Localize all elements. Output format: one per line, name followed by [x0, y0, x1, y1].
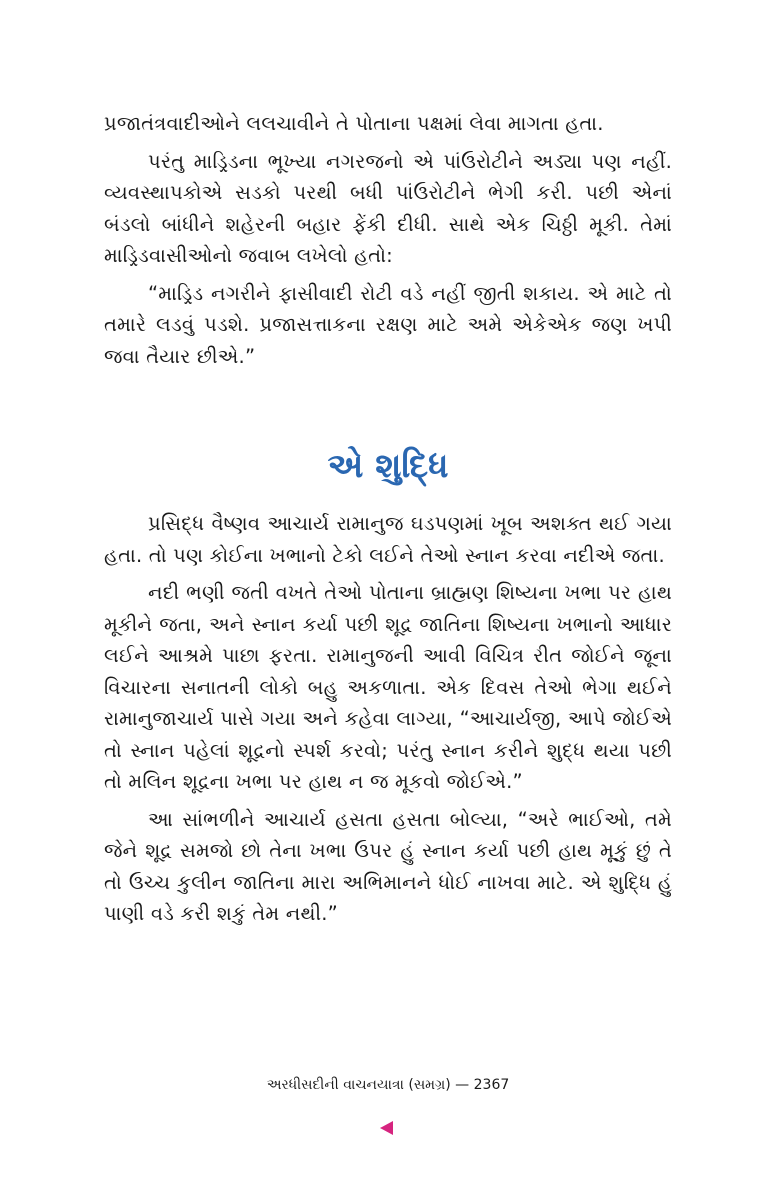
quoted-reply-paragraph: “માડ્રિડ નગરીને ફાસીવાદી રોટી વડે નહીં જીતી શકાય. એ માટે તો તમારે લડવું પડશે. પ્રજાસત્તાકના રક્ષણ માટે અમે એકેએક જણ ખપી જવા તૈયાર છીએ.” — [104, 281, 672, 368]
previous-story-text — [104, 108, 672, 372]
article-body — [104, 508, 672, 930]
paragraph: આ સાંભળીને આચાર્ય હસતા હસતા બોલ્યા, “અરે ભાઈઓ, તમે જેને શૂદ્ર સમજો છો તેના ખભા ઉપર હું સ્નાન કર્યા પછી હાથ મૂકું છું તે તો ઉચ્ચ કુલીન જાતિના મારા અભિમાનને ધોઈ નાખવા માટે. એ શુદ્ધિ હું પાણી વડે કરી શકું તેમ નથી.” — [104, 807, 672, 925]
page-footer: અરધીસદીની વાચનયાત્રા (સમગ્ર) — 2367 — [266, 1077, 510, 1093]
paragraph: પ્રજાતંત્રવાદીઓને લલચાવીને તે પોતાના પક્ષમાં લેવા માગતા હતા. — [104, 112, 604, 135]
article-title: એ શુદ્ધિ — [327, 446, 449, 486]
paragraph: નદી ભણી જતી વખતે તેઓ પોતાના બ્રાહ્મણ શિષ્યના ખભા પર હાથ મૂકીને જતા, અને સ્નાન કર્યા પછી શૂદ્ર જાતિના શિષ્યના ખભાનો આધાર લઈને આશ્રમે પાછા ફરતા. રામાનુજની આવી વિચિત્ર રીત જોઈને જૂના વિચારના સનાતની લોકો બહુ અકળાતા. એક દિવસ તેઓ ભેગા થઈને રામાનુજાચાર્ય પાસે ગયા અને કહેવા લાગ્યા, “આચાર્યજી, આપે જોઈએ તો સ્નાન પહેલાં શૂદ્રનો સ્પર્શ કરવો; પરંતુ સ્નાન કરીને શુદ્ધ થયા પછી તો મલિન શૂદ્રના ખભા પર હાથ ન જ મૂકવો જોઈએ.” — [104, 581, 672, 793]
paragraph: પ્રસિદ્ધ વૈષ્ણવ આચાર્ય રામાનુજ ઘડપણમાં ખૂબ અશક્ત થઈ ગયા હતા. તો પણ કોઈના ખભાનો ટેકો લઈને તેઓ સ્નાન કરવા નદીએ જતા. — [104, 512, 672, 567]
left-triangle-icon — [380, 1121, 393, 1135]
paragraph: પરંતુ માડ્રિડના ભૂખ્યા નગરજનો એ પાંઉરોટીને અડ્યા પણ નહીં. વ્યવસ્થાપકોએ સડકો પરથી બધી પાંઉરોટીને ભેગી કરી. પછી એનાં બંડલો બાંધીને શહેરની બહાર ફેંકી દીધી. સાથે એક ચિઠ્ઠી મૂકી. તેમાં માડ્રિડવાસીઓનો જવાબ લખેલો હતો: — [104, 149, 672, 267]
